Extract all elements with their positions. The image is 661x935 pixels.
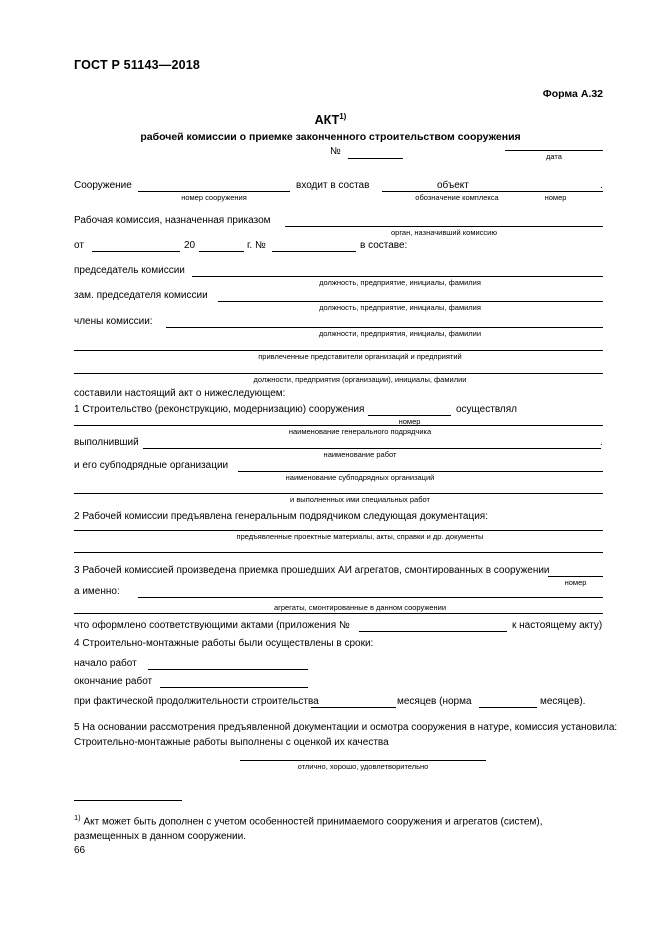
order-no-blank [272,251,356,252]
subcontract-label: и его субподрядные организации [74,460,229,471]
item3-number-caption: номер [564,578,587,587]
members-blank-3 [74,373,603,374]
general-contractor-caption: наименование генерального подрядчика [288,427,432,436]
enters-into-label: входит в состав [296,180,370,191]
object-caption: номер [544,193,567,202]
document-title [0,112,661,127]
structure-caption: номер сооружения [181,193,247,202]
item2-blank-1 [74,530,603,531]
order-no-label: г. № [247,240,266,251]
works-caption: наименование работ [323,450,397,459]
item1-tail: осуществлял [456,404,517,415]
page-number: 66 [74,845,86,856]
date-caption: дата [546,152,562,161]
structure-blank [138,191,290,192]
performed-line-end: . [600,437,603,448]
from-day-blank [92,251,180,252]
footnote-separator [74,800,182,801]
chairman-blank [192,276,603,277]
chairman-caption: должность, предприятие, инициалы, фамилия [319,278,481,287]
namely-blank-1 [138,597,603,598]
deputy-caption: должность, предприятие, инициалы, фамилия [319,303,481,312]
deputy-blank [218,301,603,302]
item3-label: 3 Рабочей комиссией произведена приемка прошедших АИ агрегатов, смонтированных в сооружении [74,565,550,576]
footnote-marker: 1) [74,813,81,822]
form-code: Форма А.32 [542,88,603,100]
chairman-label: председатель комиссии [74,265,185,276]
end-label: окончание работ [74,676,153,687]
item2-blank-2 [74,552,603,553]
complex-caption: обозначение комплекса [415,193,499,202]
start-label: начало работ [74,658,137,669]
formalized-label: что оформлено соответствующими актами (приложения № [74,620,350,631]
formalized-tail: к настоящему акту) [512,620,603,631]
number-blank [348,158,403,159]
object-label: объект [437,180,469,191]
structure-line-end: . [600,180,603,191]
commission-blank [285,226,603,227]
quality-blank [240,760,486,761]
duration-tail: месяцев). [540,696,586,707]
footnote [74,810,604,844]
item2-caption: предъявленные проектные материалы, акты, справки и др. документы [236,532,484,541]
duration-mid: месяцев (норма [397,696,472,707]
item2-label: 2 Рабочей комиссии предъявлена генеральным подрядчиком следующая документация: [74,511,488,522]
title-text: АКТ [314,113,340,128]
members-blank-1 [166,327,603,328]
special-works-blank [74,493,603,494]
units-caption: агрегаты, смонтированные в данном сооружении [273,603,447,612]
from-label: от [74,240,84,251]
members-caption: должности, предприятия, инициалы, фамилии [318,329,482,338]
deputy-label: зам. председателя комиссии [74,290,208,301]
members-blank-2 [74,350,603,351]
year-blank [199,251,244,252]
duration-blank-2 [479,707,537,708]
members-label: члены комиссии: [74,316,153,327]
title-footnote-marker: 1) [339,112,347,121]
general-contractor-blank [74,425,603,426]
performed-label: выполнивший [74,437,139,448]
start-blank [148,669,308,670]
document-subtitle: рабочей комиссии о приемке законченного строительством сооружения [140,131,521,144]
duration-blank-1 [311,707,396,708]
formalized-blank [359,631,507,632]
item1-label: 1 Строительство (реконструкцию, модернизацию) сооружения [74,404,365,415]
subcontract-blank [238,471,603,472]
footnote-text: Акт может быть дополнен с учетом особенностей принимаемого сооружения и агрегатов (систем), размещенных в данном сооружении. [74,816,543,843]
year-label: 20 [184,240,196,251]
subcontract-caption: наименование субподрядных организаций [285,473,435,482]
namely-label: а именно: [74,586,120,597]
quality-caption: отлично, хорошо, удовлетворительно [297,762,429,771]
invited-caption-2: должности, предприятия (организации), инициалы, фамилии [253,375,467,384]
drafted-label: составили настоящий акт о нижеследующем: [74,388,286,399]
object-blank [508,191,603,192]
namely-blank-2 [74,613,603,614]
end-blank [160,687,308,688]
item3-number-blank [548,576,603,577]
duration-label: при фактической продолжительности строительства [74,696,319,707]
structure-label: Сооружение [74,180,132,191]
date-rule [505,150,603,151]
item1-number-caption: номер [398,417,421,426]
performed-blank [143,448,601,449]
item1-number-blank [368,415,451,416]
item5-label: 5 На основании рассмотрения предъявленной документации и осмотра сооружения в натуре, комиссия установила: [74,722,618,733]
special-works-caption: и выполненных ими специальных работ [290,495,430,504]
standard-header: ГОСТ Р 51143—2018 [74,58,201,72]
item4-label: 4 Строительно-монтажные работы были осуществлены в сроки: [74,638,374,649]
commission-caption: орган, назначивший комиссию [391,228,497,237]
invited-caption: привлеченные представители организаций и предприятий [258,352,462,361]
in-composition-label: в составе: [360,240,408,251]
commission-label: Рабочая комиссия, назначенная приказом [74,215,271,226]
number-label: № [330,146,341,158]
item5-label-b: Строительно-монтажные работы выполнены с оценкой их качества [74,737,389,748]
